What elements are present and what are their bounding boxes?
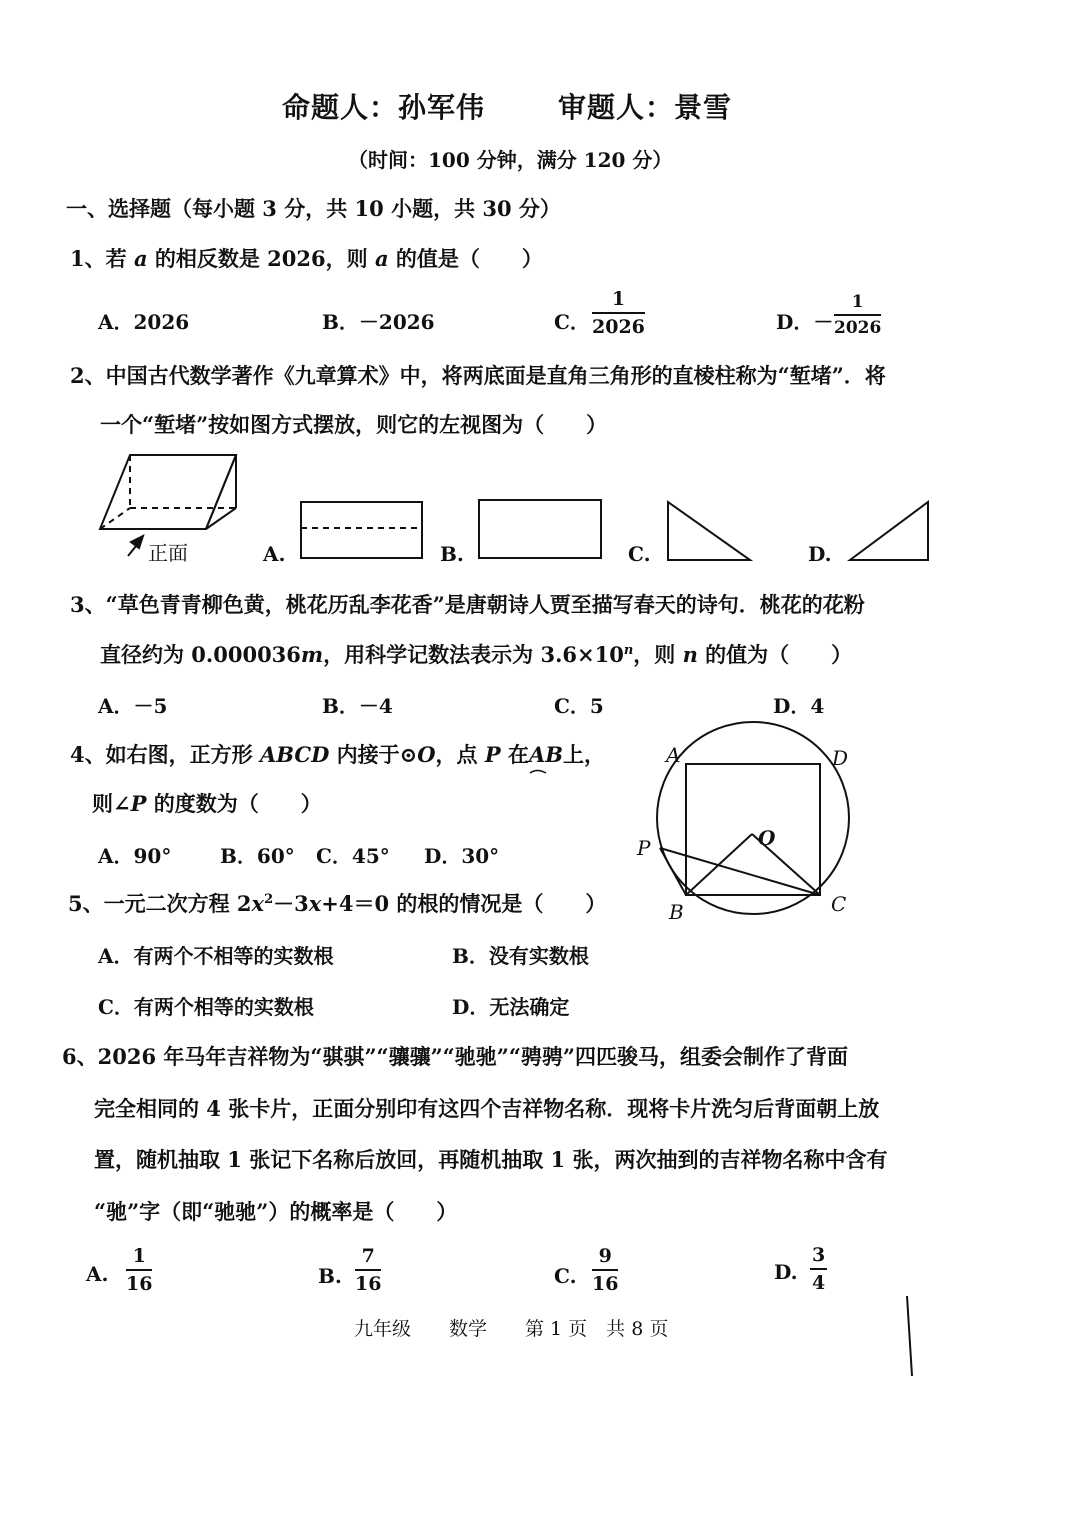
label-p: P [637, 836, 651, 860]
q6-b-numerator: 7 [355, 1247, 381, 1271]
q4-line1-pre: 4、如右图，正方形 [70, 742, 260, 767]
q6-c-denominator: 16 [592, 1273, 619, 1295]
q4-line2 [92, 788, 322, 818]
q3-option-d: D．4 [773, 694, 825, 718]
front-arrow [128, 536, 143, 556]
q4-o: O [417, 742, 436, 767]
q5-option-d: D．无法确定 [452, 995, 570, 1019]
q2-option-b-figure [479, 500, 601, 558]
q6-option-d-label: D. [774, 1260, 798, 1284]
q5-option-a: A．有两个不相等的实数根 [98, 944, 334, 968]
q2-line2: 一个“堑堵”按如图方式摆放，则它的左视图为（ ） [100, 412, 608, 437]
q5-option-c: C．有两个相等的实数根 [98, 995, 314, 1019]
reviewer-line: 审题人：景雪 [558, 91, 733, 124]
q1-post: 的值是（ ） [388, 246, 543, 271]
q5-square: 2 [264, 892, 274, 907]
q5-line [68, 888, 606, 918]
label-d: D [832, 746, 849, 770]
q4-line2-pre: 则∠ [92, 791, 131, 816]
q2-option-c-figure [668, 502, 750, 560]
q6-c-numerator: 9 [592, 1247, 618, 1271]
q1-mid: 的相反数是 2026，则 [147, 246, 375, 271]
q4-option-d: D．30° [424, 844, 500, 868]
q1-option-c-label: C． [554, 310, 590, 334]
q6-b-denominator: 16 [355, 1273, 382, 1295]
time-line: （时间：100 分钟，满分 120 分） [348, 148, 673, 172]
q5-x2: x [308, 891, 322, 916]
q3-var: n [682, 642, 698, 667]
q2-option-d-figure [850, 502, 928, 560]
q6-line1: 6、2026 年马年吉祥物为“骐骐”“骧骧”“驰驰”“骋骋”四匹骏马，组委会制作了背面 [62, 1044, 849, 1069]
q6-option-b-fraction [355, 1247, 381, 1294]
q1-var: a [133, 246, 148, 271]
q1-c-numerator: 1 [592, 290, 645, 314]
label-o: O [758, 826, 776, 850]
q6-line3: 置，随机抽取 1 张记下名称后放回，再随机抽取 1 张，两次抽到的吉祥物名称中含有 [94, 1147, 888, 1172]
prism-figure [100, 455, 236, 529]
q2-option-a-figure [301, 502, 422, 558]
q6-option-c-fraction [592, 1247, 618, 1294]
q1-option-a: A．2026 [98, 310, 190, 334]
q3-line2-pre: 直径约为 0.000036 [100, 642, 301, 667]
q6-option-c-label: C. [554, 1264, 577, 1288]
q6-option-d-fraction [810, 1246, 827, 1293]
q4-line1 [70, 739, 605, 769]
q6-a-numerator: 1 [126, 1247, 152, 1271]
q3-line1: 3、“草色青青柳色黄，桃花历乱李花香”是唐朝诗人贾至描写春天的诗句．桃花的花粉 [70, 592, 865, 617]
q4-line1-post: 上， [562, 742, 605, 767]
q5-post: +4＝0 的根的情况是（ ） [321, 891, 607, 916]
q1-pre: 1、若 [70, 246, 134, 271]
q6-option-a-fraction [126, 1247, 152, 1294]
q3-unit: m [300, 642, 324, 667]
q2-option-a-label: A. [263, 542, 286, 566]
q4-square: ABCD [259, 742, 330, 767]
q4-arc: AB [528, 742, 563, 767]
q4-line1-mid: 内接于⊙ [329, 742, 418, 767]
q4-option-a: A．90° [98, 844, 172, 868]
q5-pre: 5、一元二次方程 2 [68, 891, 252, 916]
q4-line2-post: 的度数为（ ） [146, 791, 322, 816]
q4-line1-mid2: ，点 [435, 742, 485, 767]
front-label: 正面 [148, 541, 188, 565]
q6-a-denominator: 16 [126, 1273, 153, 1295]
label-b: B [669, 900, 684, 924]
q3-option-a: A．－5 [98, 694, 168, 718]
q2-option-d-label: D. [808, 542, 832, 566]
q6-line2: 完全相同的 4 张卡片，正面分别印有这四个吉祥物名称．现将卡片洗匀后背面朝上放 [94, 1096, 880, 1121]
q6-d-numerator: 3 [810, 1246, 827, 1270]
q2-line1: 2、中国古代数学著作《九章算术》中，将两底面是直角三角形的直棱柱称为“堑堵”．将 [70, 363, 886, 388]
q1-c-denominator: 2026 [592, 316, 645, 338]
q6-option-b-label: B. [318, 1264, 342, 1288]
q4-line2-p: P [130, 791, 147, 816]
label-a: A [666, 743, 681, 767]
q3-line2 [100, 639, 852, 669]
q2-option-b-label: B. [440, 542, 464, 566]
q1-d-numerator: 1 [834, 294, 881, 316]
q3-exp: n [623, 643, 634, 658]
q4-option-b: B．60° [220, 844, 295, 868]
q4-line1-mid3: 在 [500, 742, 529, 767]
q5-x: x [251, 891, 265, 916]
q3-line2-post: 的值为（ ） [697, 642, 853, 667]
q5-mid: －3 [273, 891, 309, 916]
q3-line2-mid: ，用科学记数法表示为 3.6×10 [323, 642, 624, 667]
q1-option-d-label: D．－ [776, 310, 834, 334]
q4-figure [657, 722, 849, 914]
q6-option-a-label: A. [86, 1262, 109, 1286]
q3-option-c: C．5 [554, 694, 604, 718]
label-c: C [831, 892, 847, 916]
q3-option-b: B．－4 [322, 694, 393, 718]
signature-stroke [907, 1296, 912, 1376]
q4-option-c: C．45° [316, 844, 390, 868]
q1-d-denominator: 2026 [834, 318, 882, 338]
author-line: 命题人：孙军伟 [282, 91, 486, 124]
q6-line4: “驰”字（即“驰驰”）的概率是（ ） [94, 1199, 458, 1224]
arc-mark [530, 771, 546, 774]
q4-p: P [484, 742, 501, 767]
q1-var2: a [374, 246, 389, 271]
q6-d-denominator: 4 [812, 1272, 826, 1294]
q3-line2-post-pre: ，则 [633, 642, 683, 667]
q5-option-b: B．没有实数根 [452, 944, 589, 968]
q1-option-b: B．－2026 [322, 310, 435, 334]
section-title: 一、选择题（每小题 3 分，共 10 小题，共 30 分） [66, 196, 561, 221]
page-footer: 九年级 数学 第 1 页 共 8 页 [354, 1318, 669, 1340]
q2-option-c-label: C. [628, 542, 651, 566]
